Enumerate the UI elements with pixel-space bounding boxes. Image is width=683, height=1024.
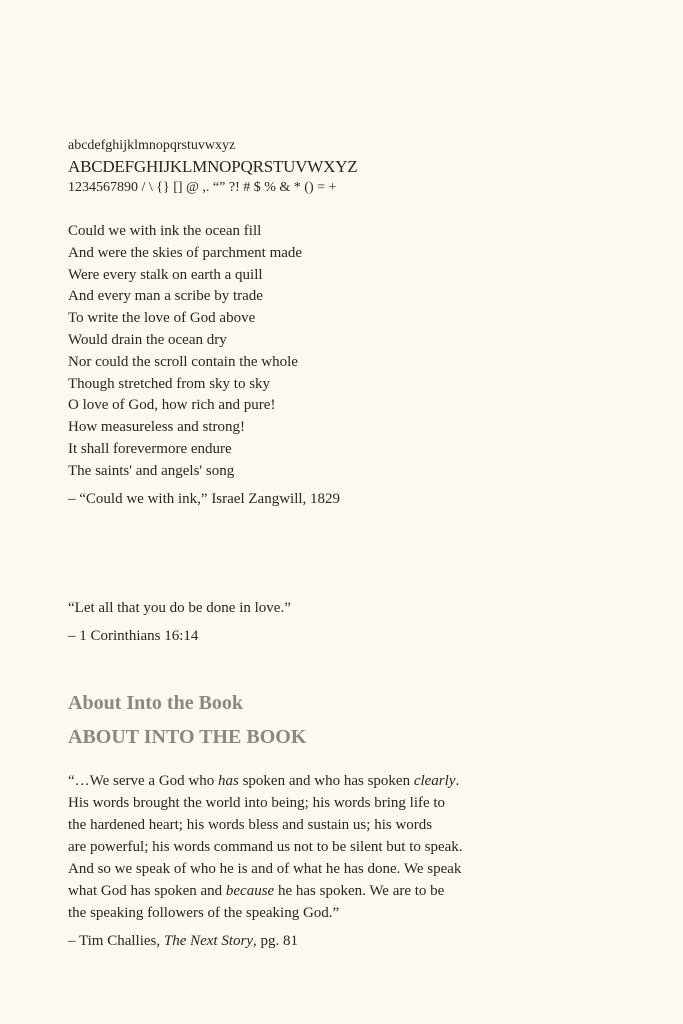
essay-emphasis: has [218,772,239,789]
essay-text: spoken and who has spoken [238,772,414,789]
verse-quote-attribution: – 1 Corinthians 16:14 [68,627,199,644]
essay-text: “…We serve a God who [68,772,218,789]
specimen-lowercase: abcdefghijklmnopqrstuvwxyz [68,138,236,153]
poem-attribution: – “Could we with ink,” Israel Zangwill, 1829 [68,490,341,507]
poem-line: Nor could the scroll contain the whole [68,353,298,370]
poem-line: To write the love of God above [68,310,256,327]
poem-line: O love of God, how rich and pure! [68,397,276,414]
essay-text: . [455,772,460,789]
poem-line: And were the skies of parchment made [68,244,303,261]
essay-emphasis: because [225,882,275,899]
poem-line: Would drain the ocean dry [68,331,227,348]
essay-line: the speaking followers of the speaking God.” [68,904,340,921]
essay-line [68,880,628,902]
poem-line: It shall forevermore endure [68,440,232,457]
essay-attribution-author: – Tim Challies, [68,932,164,949]
about-heading-caps: ABOUT INTO THE BOOK [68,725,307,748]
poem-line: Though stretched from sky to sky [68,375,271,392]
essay-line: His words brought the world into being; his words bring life to [68,794,446,811]
poem-line: How measureless and strong! [68,419,246,436]
essay-line: And so we speak of who he is and of what he has done. We speak [68,860,462,877]
specimen-uppercase: ABCDEFGHIJKLMNOPQRSTUVWXYZ [68,157,358,176]
essay-attribution-book-title: The Next Story [163,932,254,949]
specimen-numerals: 1234567890 / \ {} [] @ ,. “” ?! # $ % & * () = + [68,180,337,195]
essay-attribution-page: , pg. 81 [253,932,299,949]
about-section-header [68,689,628,751]
essay-line: the hardened heart; his words bless and sustain us; his words [68,816,433,833]
essay-emphasis: clearly [413,772,456,789]
essay-text: what God has spoken and [68,882,226,899]
about-heading: About Into the Book [68,691,244,714]
poem-line: Could we with ink the ocean fill [68,223,262,239]
page-content [68,136,628,952]
essay-line [68,770,628,792]
essay-text: he has spoken. We are to be [274,882,445,899]
essay-quote [68,770,628,952]
essay-attribution [68,930,628,952]
type-specimen [68,136,628,198]
poem-line: The saints' and angels' song [68,462,235,479]
poem [68,221,628,510]
essay-line: are powerful; his words command us not to be silent but to speak. [68,838,463,855]
verse-quote [68,597,628,647]
poem-line: Were every stalk on earth a quill [68,266,263,283]
verse-quote-text: “Let all that you do be done in love.” [68,599,291,616]
poem-line: And every man a scribe by trade [68,288,263,305]
